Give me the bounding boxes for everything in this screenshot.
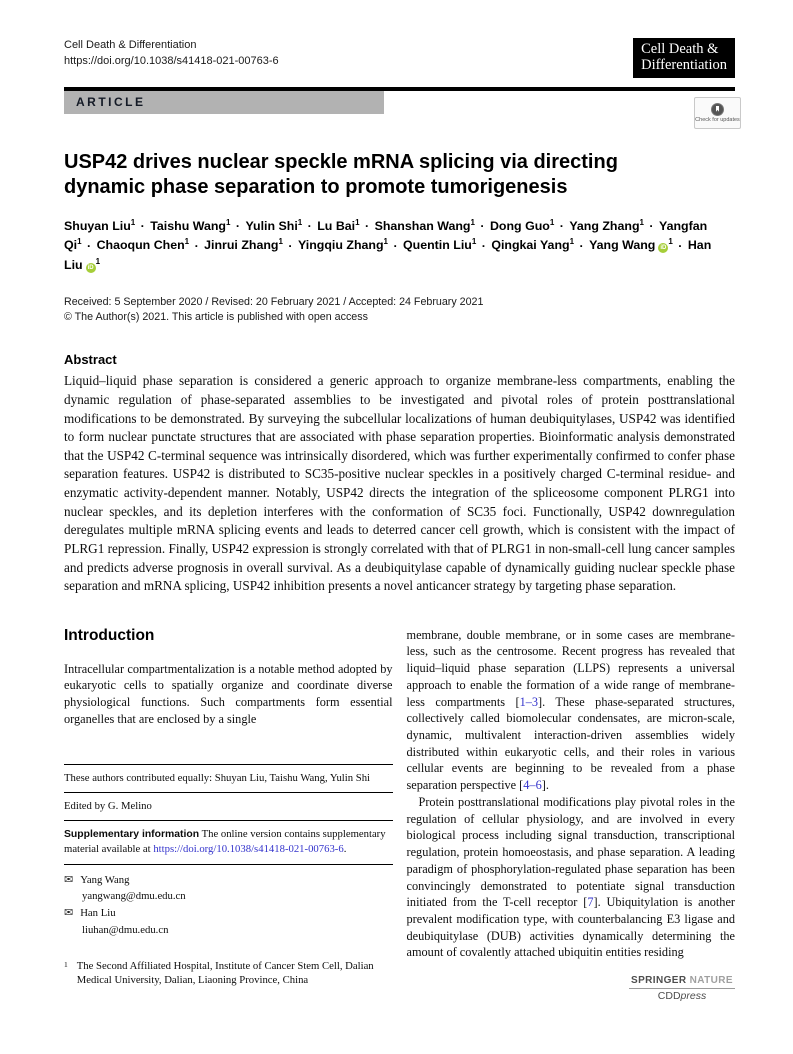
author-name: Quentin Liu <box>403 238 472 253</box>
author-separator: · <box>390 238 402 253</box>
abstract-heading: Abstract <box>64 352 117 368</box>
correspondence-row <box>64 873 393 887</box>
cddpress-logo <box>629 989 735 1002</box>
author-name: Shanshan Wang <box>374 218 471 233</box>
paragraph-text: ]. These phase-separated structures, collectively called biomolecular condensates, are micron-scale, dynamic, multivalent interaction-driven assemblies widely distributed within eukaryotic cells, and their roles in various cellular events are beginning to be revealed from a phase separation perspective [ <box>406 694 735 793</box>
article-title: USP42 drives nuclear speckle mRNA splicing via directing dynamic phase separation to promote tumorigenesis <box>64 151 618 198</box>
check-for-updates-label: Check for updates <box>695 116 740 123</box>
introduction-paragraph-right-2 <box>407 794 736 961</box>
contributed-note: These authors contributed equally: Shuyan Liu, Taishu Wang, Yulin Shi <box>64 771 371 784</box>
author-name: Taishu Wang <box>150 218 226 233</box>
check-for-updates-icon <box>711 103 724 116</box>
journal-logo-line2: Differentiation <box>641 56 727 73</box>
nature-logo-text: NATURE <box>689 975 733 986</box>
supplementary-period: . <box>343 843 347 856</box>
author-list <box>64 217 724 277</box>
author-separator: · <box>478 238 490 253</box>
orcid-icon[interactable]: iD <box>660 244 667 251</box>
paragraph-text: ]. Ubiquitylation is another prevalent modification type, with counterbalancing E3 ligase and deubiquitylase (DUB) activities dynamically determining the amount of covalently attached ubiquitin entities residing <box>406 895 735 960</box>
cdd-logo-text: CDD <box>657 990 681 1002</box>
author-separator: · <box>576 238 588 253</box>
introduction-heading: Introduction <box>64 626 155 644</box>
envelope-icon: ✉ <box>64 873 74 886</box>
body-columns <box>64 627 735 988</box>
author-name: Dong Guo <box>489 218 550 233</box>
author-name: Yingqiu Zhang <box>297 238 384 253</box>
author-separator: · <box>191 238 203 253</box>
orcid-icon[interactable]: iD <box>87 264 94 271</box>
author-name: Chaoqun Chen <box>96 238 185 253</box>
paragraph-text: membrane, double membrane, or in some cases are membrane-less, such as the centrosome. Recent progress has revealed that liquid–liquid phase separation (LLPS) represents a universal approach to enable the formation of a wide range of membrane-less compartments [ <box>406 627 735 709</box>
author-affiliation-marker: 1 <box>383 237 388 247</box>
author-affiliation-marker: 1 <box>95 257 101 267</box>
author-name: Han Liu <box>64 238 712 273</box>
article-type-banner: ARTICLE <box>64 91 384 114</box>
press-logo-text: press <box>680 990 707 1002</box>
author-separator: · <box>361 218 373 233</box>
correspondence-email[interactable]: liuhan@dmu.edu.cn <box>82 923 169 936</box>
author-separator: · <box>83 238 95 253</box>
author-separator: · <box>674 238 686 253</box>
correspondence-block <box>64 865 393 937</box>
author-affiliation-marker: 1 <box>471 237 477 247</box>
affiliation-marker: 1 <box>64 959 68 969</box>
paragraph-text: ]. <box>541 778 549 793</box>
footnote-block <box>64 764 393 988</box>
copyright-line: © The Author(s) 2021. This article is published with open access <box>64 311 368 324</box>
supplementary-doi-link[interactable]: https://doi.org/10.1038/s41418-021-00763-6 <box>153 843 344 856</box>
author-separator: · <box>556 218 568 233</box>
springer-logo-text: SPRINGER <box>631 975 687 986</box>
abstract-text: Liquid–liquid phase separation is considered a generic approach to organize membrane-less compartments, enabling the dynamic regulation of phase-separated assemblies to be investigated and pivotal roles of protein posttranslational modifications to be demonstrated. By surveying the subcellular localizations of human deubiquitylases, USP42 was identified to form nuclear punctate structures that are associated with phase separation properties. Bioinformatic analysis demonstrated that the USP42 C-terminal sequence was intrinsically disordered, which was further experimentally confirmed to confer phase separation features. USP42 is distributed to SC35-positive nuclear speckles in a positively charged C-terminal residue- and enzymatic activity-dependent manner. Notably, USP42 directs the integration of the spliceosome component PLRG1 into nuclear speckles, and its depletion interferes with the conformation of SC35 foci. Functionally, USP42 downregulation deregulates multiple mRNA splicing events and leads to deterred cancer cell growth, which is consistent with the impact of PLRG1 repression. Finally, USP42 expression is strongly correlated with that of PLRG1 in non-small-cell lung cancer samples and predicts adverse prognosis in overall survival. As a deubiquitylase capable of dynamically guiding nuclear speckle phase separation and mRNA splicing, USP42 inhibition presents a novel anticancer strategy by targeting phase separation. <box>64 373 735 594</box>
author-name: Yang Wang <box>589 238 656 253</box>
author-affiliation-marker: 1 <box>470 217 475 227</box>
author-separator: · <box>232 218 244 233</box>
correspondence-name: Han Liu <box>80 907 116 920</box>
right-column <box>407 627 736 988</box>
author-affiliation-marker: 1 <box>297 217 303 227</box>
supplementary-label: Supplementary information <box>64 829 200 841</box>
paragraph-text: Protein posttranslational modifications play pivotal roles in the regulation of cellular physiology, and are involved in every biological process including signal transduction, transcriptional regulation, protein homoeostasis, and phase separation. A leading paradigm of phosphorylation-regulated phase separation has been convincingly demonstrated to potentiate signal transduction initiated from the T-cell receptor [ <box>406 794 735 910</box>
author-name: Lu Bai <box>317 218 356 233</box>
introduction-paragraph-right-1 <box>407 627 736 794</box>
affiliation <box>64 959 393 988</box>
correspondence-email[interactable]: yangwang@dmu.edu.cn <box>82 889 186 902</box>
history-dates: Received: 5 September 2020 / Revised: 20 February 2021 / Accepted: 24 February 2021 <box>64 296 484 309</box>
citation-link[interactable]: 7 <box>587 895 594 910</box>
journal-logo <box>633 38 735 78</box>
supplementary-note <box>64 821 393 863</box>
springer-nature-logo <box>629 975 735 989</box>
edited-by-note: Edited by G. Melino <box>64 799 152 812</box>
author-name: Yangfan Qi <box>64 218 708 253</box>
doi-text: https://doi.org/10.1038/s41418-021-00763-6 <box>64 54 279 67</box>
author-name: Qingkai Yang <box>491 238 570 253</box>
author-affiliation-marker: 1 <box>549 217 555 227</box>
author-separator: · <box>304 218 316 233</box>
citation-link[interactable]: 1–3 <box>519 694 539 709</box>
author-affiliation-marker: 1 <box>278 237 283 247</box>
correspondence-row <box>64 906 393 920</box>
author-separator: · <box>645 218 657 233</box>
author-name: Yulin Shi <box>245 218 298 233</box>
check-for-updates-badge[interactable] <box>694 97 741 129</box>
author-affiliation-marker: 1 <box>668 237 673 247</box>
introduction-paragraph-left: Intracellular compartmentalization is a notable method adopted by eukaryotic cells to spatially organize and coordinate diverse physiological functions. Such compartments form essential organelles that are enclosed by a single <box>64 661 393 726</box>
author-affiliation-marker: 1 <box>639 217 644 227</box>
author-affiliation-marker: 1 <box>77 237 82 247</box>
publisher-footer <box>629 975 735 1002</box>
author-affiliation-marker: 1 <box>355 217 360 227</box>
journal-header-block <box>64 38 279 70</box>
author-separator: · <box>284 238 296 253</box>
left-column <box>64 627 393 988</box>
journal-logo-line1: Cell Death & <box>641 41 719 57</box>
affiliation-text: The Second Affiliated Hospital, Institute of Cancer Stem Cell, Dalian Medical University, Dalian, Liaoning Province, China <box>76 959 374 987</box>
supplementary-text: The online version contains supplementary material available at <box>64 828 386 856</box>
journal-name: Cell Death & Differentiation <box>64 39 197 51</box>
author-separator: · <box>476 218 488 233</box>
author-separator: · <box>137 218 149 233</box>
envelope-icon: ✉ <box>64 907 74 920</box>
author-affiliation-marker: 1 <box>184 237 190 247</box>
author-name: Yang Zhang <box>569 218 640 233</box>
correspondence-name: Yang Wang <box>80 873 130 886</box>
author-affiliation-marker: 1 <box>569 237 575 247</box>
author-name: Jinrui Zhang <box>204 238 279 253</box>
author-affiliation-marker: 1 <box>130 217 136 227</box>
author-affiliation-marker: 1 <box>225 217 231 227</box>
author-name: Shuyan Liu <box>64 218 131 233</box>
citation-link[interactable]: 4–6 <box>523 778 542 793</box>
page-header <box>64 38 735 78</box>
